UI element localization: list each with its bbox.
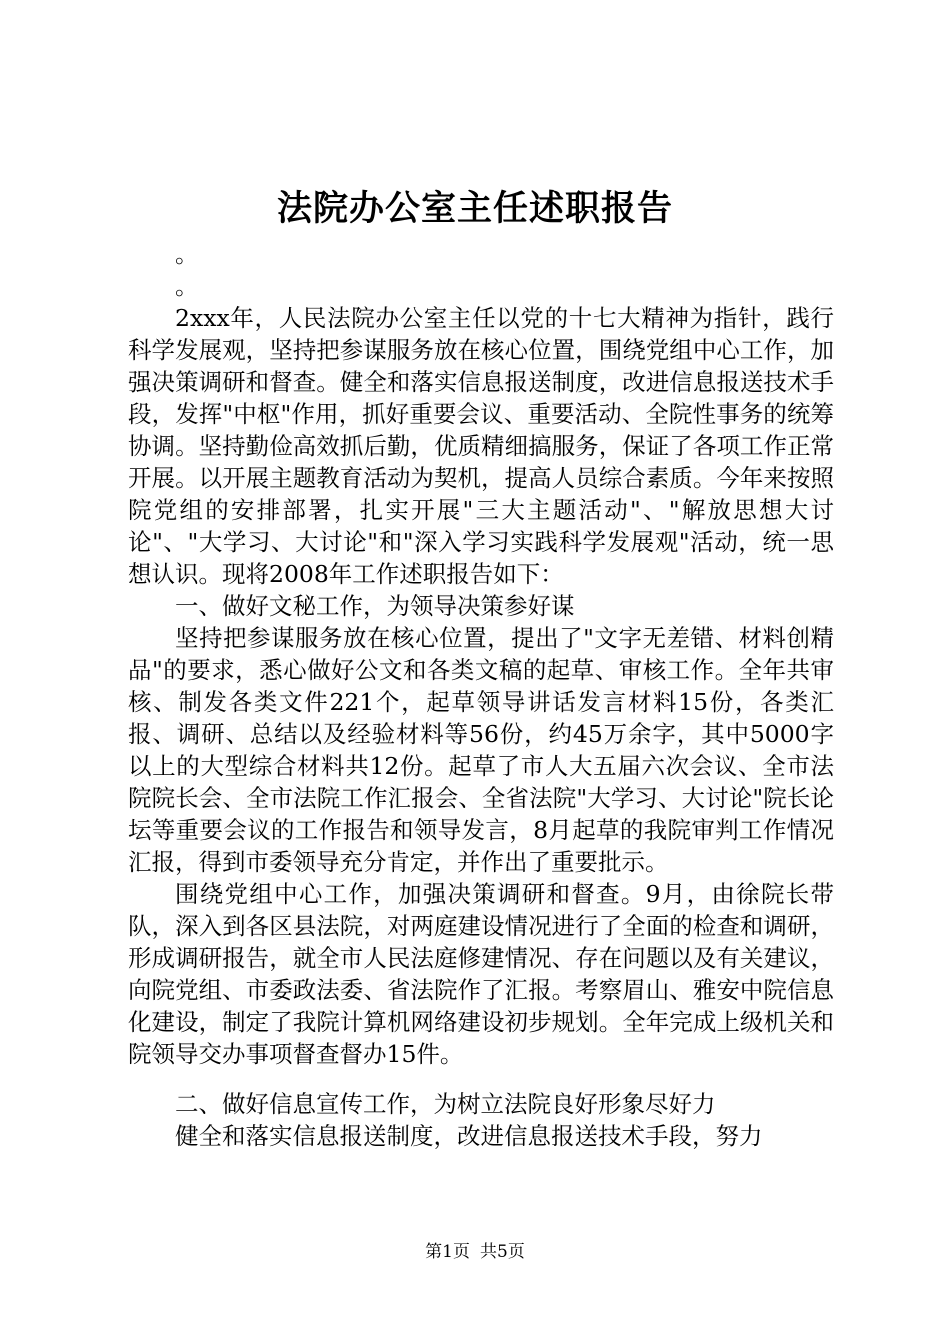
document-body xyxy=(128,238,834,1152)
body-paragraph: 2xxx年，人民法院办公室主任以党的十七大精神为指针，践行科学发展观，坚持把参谋服务放在核心位置，围绕党组中心工作，加强决策调研和督查。健全和落实信息报送制度，改进信息报送技术手段，发挥"中枢"作用，抓好重要会议、重要活动、全院性事务的统筹协调。坚持勤俭高效抓后勤，优质精细搞服务，保证了各项工作正常开展。以开展主题教育活动为契机，提高人员综合素质。今年来按照院党组的安排部署，扎实开展"三大主题活动"、"解放思想大讨论"、"大学习、大讨论"和"深入学习实践科学发展观"活动，统一思想认识。现将2008年工作述职报告如下： xyxy=(128,304,834,588)
section-heading: 一、做好文秘工作，为领导决策参好谋 xyxy=(175,592,575,620)
body-paragraph: 。 xyxy=(175,272,199,300)
page-title: 法院办公室主任述职报告 xyxy=(276,188,673,229)
page-number: 第1页 xyxy=(425,1242,470,1262)
body-paragraph: 围绕党组中心工作，加强决策调研和督查。9月，由徐院长带队，深入到各区县法院，对两庭建设情况进行了全面的检查和调研，形成调研报告，就全市人民法庭修建情况、存在问题以及有关建议，向院党组、市委政法委、省法院作了汇报。考察眉山、雅安中院信息化建设，制定了我院计算机网络建设初步规划。全年完成上级机关和院领导交办事项督查督办15件。 xyxy=(128,880,834,1068)
body-paragraph: 坚持把参谋服务放在核心位置，提出了"文字无差错、材料创精品"的要求，悉心做好公文和各类文稿的起草、审核工作。全年共审核、制发各类文件221个，起草领导讲话发言材料15份，各类汇报、调研、总结以及经验材料等56份，约45万余字，其中5000字以上的大型综合材料共12份。起草了市人大五届六次会议、全市法院院长会、全市法院工作汇报会、全省法院"大学习、大讨论"院长论坛等重要会议的工作报告和领导发言，8月起草的我院审判工作情况汇报，得到市委领导充分肯定，并作出了重要批示。 xyxy=(128,624,834,876)
body-paragraph: 。 xyxy=(175,240,199,268)
page-total: 共5页 xyxy=(480,1242,525,1262)
section-heading: 二、做好信息宣传工作，为树立法院良好形象尽好力 xyxy=(175,1090,716,1118)
page-footer xyxy=(0,1240,950,1264)
body-paragraph: 健全和落实信息报送制度，改进信息报送技术手段，努力 xyxy=(175,1122,763,1150)
